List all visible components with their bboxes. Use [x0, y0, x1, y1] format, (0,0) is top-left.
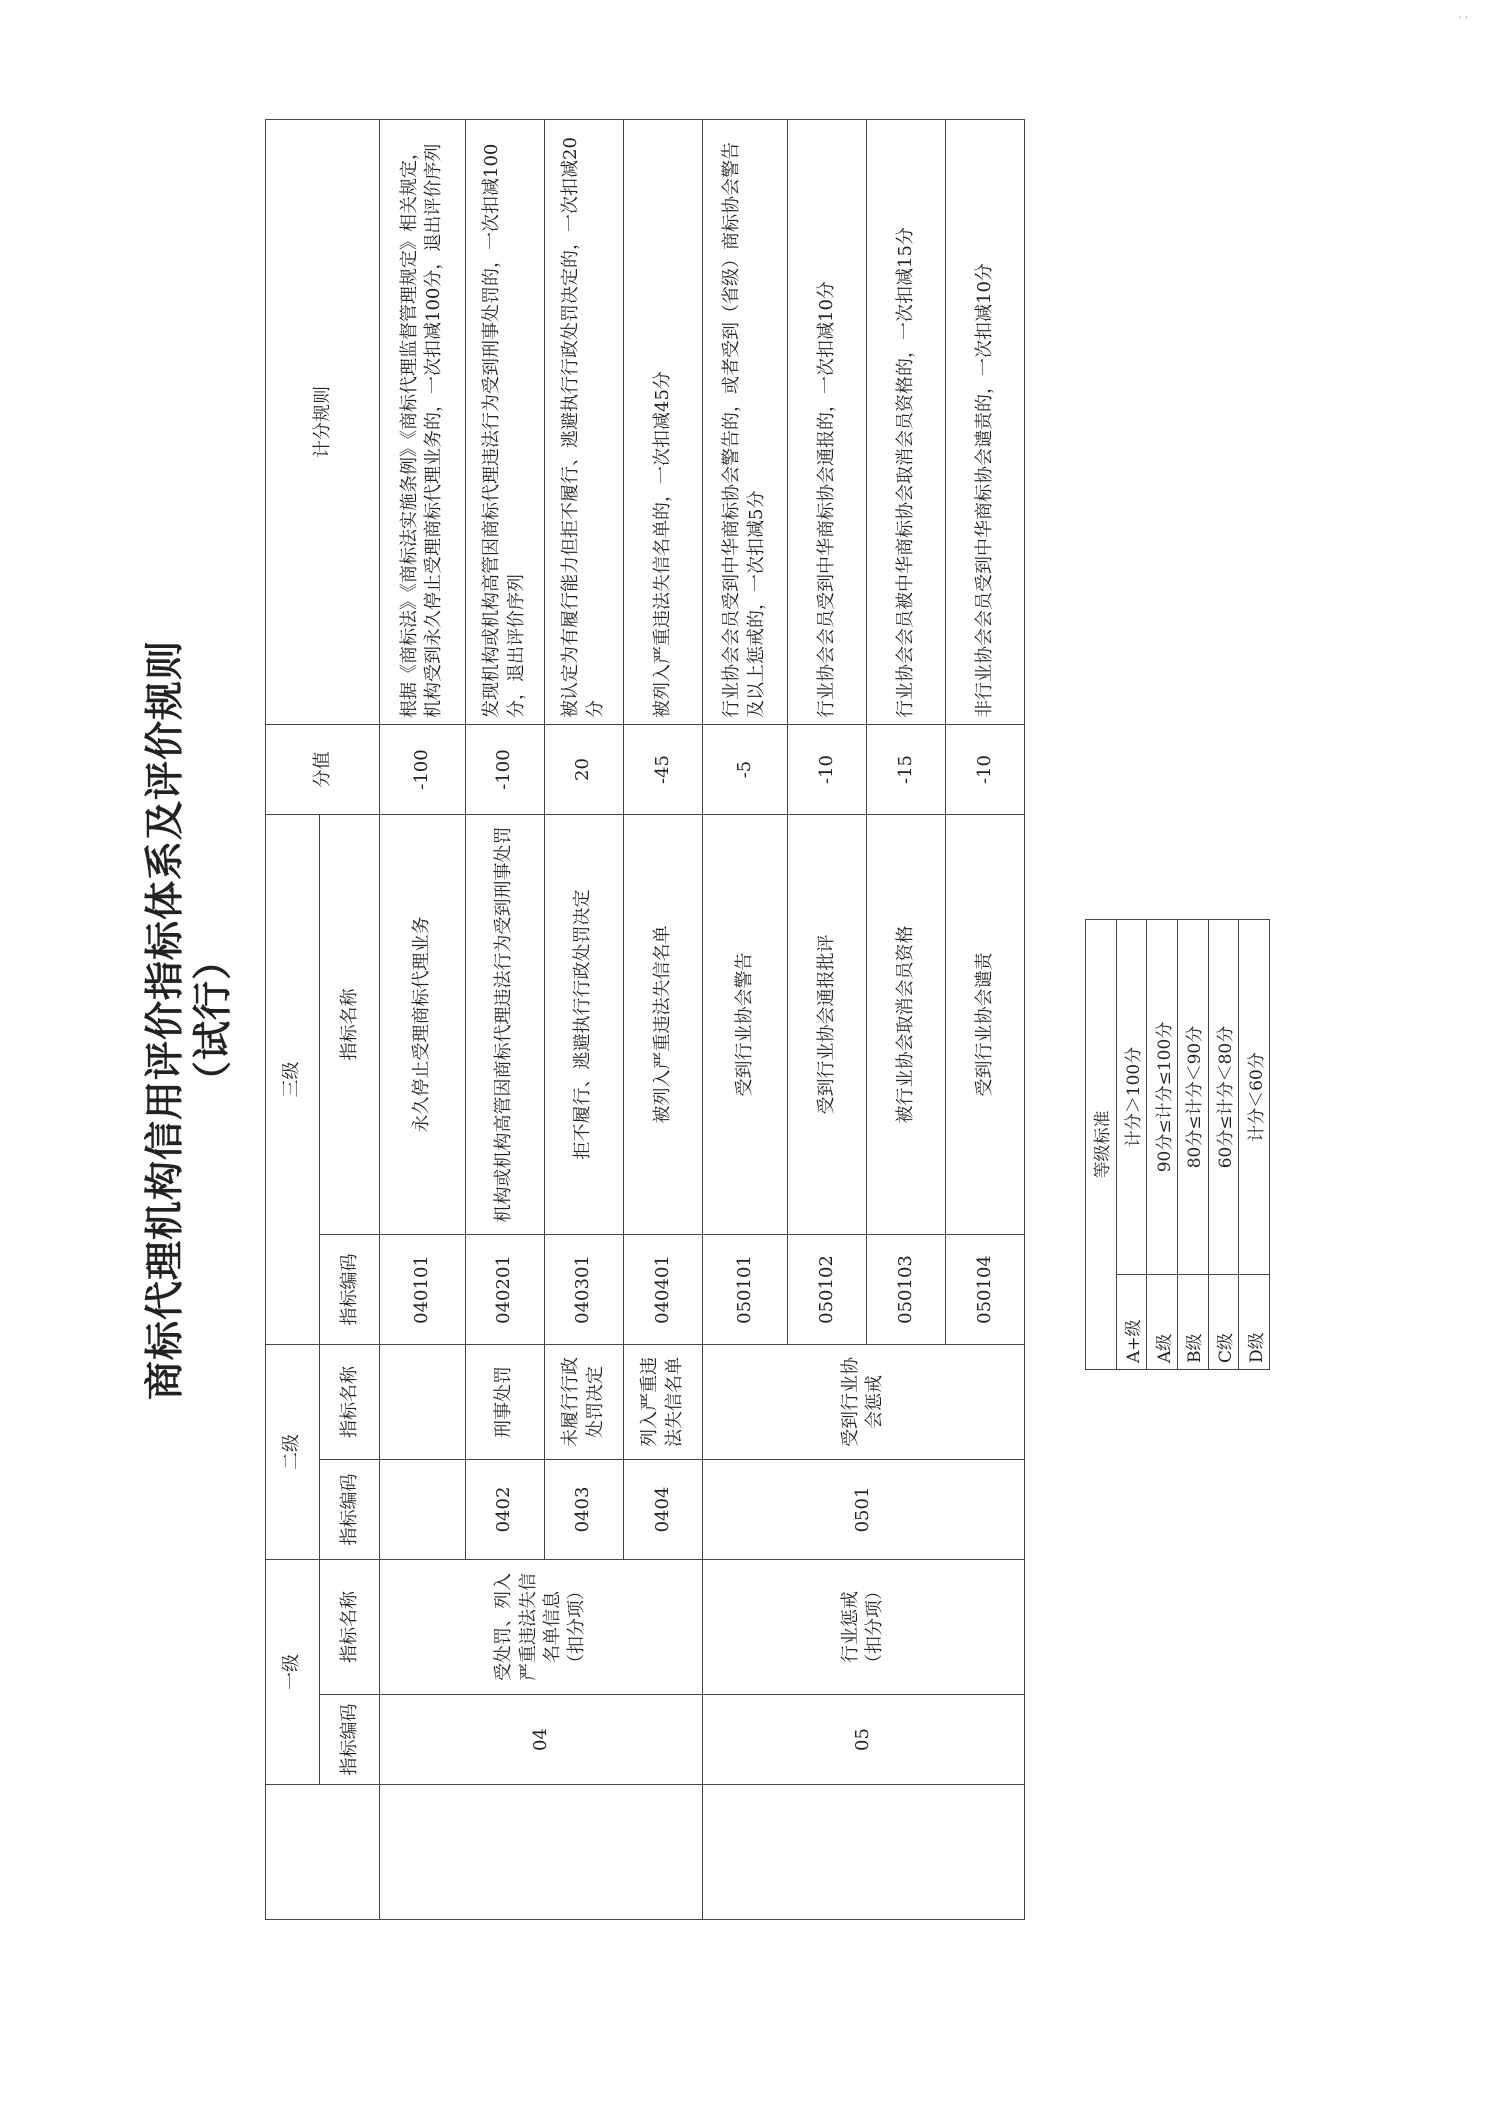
score-value: -10: [787, 725, 866, 815]
grade-standard-block: [1085, 920, 1270, 1370]
grade-level: A级: [1147, 1275, 1178, 1370]
score-value: -5: [702, 725, 787, 815]
level3-code: 050102: [787, 1235, 866, 1345]
grade-level: A+级: [1116, 1275, 1147, 1370]
grade-range: 60分≤计分＜80分: [1208, 920, 1239, 1275]
header-rule: 计分规则: [266, 120, 380, 725]
grade-row: [1177, 920, 1208, 1370]
grade-row: [1208, 920, 1239, 1370]
score-value: -100: [465, 725, 544, 815]
level2-name: [380, 1345, 465, 1460]
level3-name: 机构或机构高管因商标代理违法行为受到刑事处罚: [465, 815, 544, 1235]
level3-name: 受到行业协会警告: [702, 815, 787, 1235]
level3-code: 050103: [866, 1235, 945, 1345]
grade-range: 80分≤计分＜90分: [1177, 920, 1208, 1275]
score-value: -10: [945, 725, 1024, 815]
level3-code: 050101: [702, 1235, 787, 1345]
rule-text: 被列入严重违法失信名单的，一次扣减45分: [623, 120, 702, 725]
document-title: 商标代理机构信用评价指标体系及评价规则: [142, 640, 188, 1401]
blank-header-cell: [266, 1785, 380, 1920]
table-row: [702, 120, 787, 1920]
level3-name: 被行业协会取消会员资格: [866, 815, 945, 1235]
document-title-block: [135, 120, 255, 1920]
level2-name: 受到行业协会惩戒: [702, 1345, 1024, 1460]
level2-name: 列入严重违法失信名单: [623, 1345, 702, 1460]
header-level1: 一级: [266, 1560, 320, 1785]
level3-name: 拒不履行、逃避执行行政处罚决定: [544, 815, 623, 1235]
grade-level: C级: [1208, 1275, 1239, 1370]
score-value: -45: [623, 725, 702, 815]
header-level2: 二级: [266, 1345, 320, 1560]
grade-row: [1239, 920, 1270, 1370]
score-value: 20: [544, 725, 623, 815]
grade-level: B级: [1177, 1275, 1208, 1370]
level2-name: 未履行行政处罚决定: [544, 1345, 623, 1460]
level2-code: 0402: [465, 1460, 544, 1560]
grade-row: [1116, 920, 1147, 1370]
level3-name: 受到行业协会通报批评: [787, 815, 866, 1235]
header-level3-name: 指标名称: [320, 815, 380, 1235]
grade-level: D级: [1239, 1275, 1270, 1370]
group-name: 行业惩戒 （扣分项）: [702, 1560, 1024, 1695]
header-level1-name: 指标名称: [320, 1560, 380, 1695]
level3-name: 永久停止受理商标代理业务: [380, 815, 465, 1235]
rule-text: 发现机构或机构高管因商标代理违法行为受到刑事处罚的，一次扣减100分，退出评价序列: [465, 120, 544, 725]
score-value: -15: [866, 725, 945, 815]
level3-code: 040401: [623, 1235, 702, 1345]
grade-header: 等级标准: [1086, 920, 1117, 1370]
blank-left-cell: [380, 1785, 702, 1920]
header-level2-name: 指标名称: [320, 1345, 380, 1460]
level2-code: 0403: [544, 1460, 623, 1560]
grade-range: 90分≤计分≤100分: [1147, 920, 1178, 1275]
level2-name: 刑事处罚: [465, 1345, 544, 1460]
rotated-document: [135, 120, 1025, 1920]
indicator-table: [265, 119, 1025, 1920]
group-name: 受处罚、列入严重违法失信名单信息 （扣分项）: [380, 1560, 702, 1695]
header-level1-code: 指标编码: [320, 1695, 380, 1785]
table-row: [380, 120, 465, 1920]
level3-name: 被列入严重违法失信名单: [623, 815, 702, 1235]
header-row-levels: [266, 120, 320, 1920]
blank-left-cell: [702, 1785, 1024, 1920]
document-subtitle: （试行）: [190, 940, 236, 1101]
score-value: -100: [380, 725, 465, 815]
level3-code: 040301: [544, 1235, 623, 1345]
grade-range: 计分＜60分: [1239, 920, 1270, 1275]
grade-range: 计分＞100分: [1116, 920, 1147, 1275]
rule-text: 行业协会会员受到中华商标协会警告的，或者受到（省级）商标协会警告及以上惩戒的，一次扣减5分: [702, 120, 787, 725]
level2-code: 0501: [702, 1460, 1024, 1560]
group-code: 04: [380, 1695, 702, 1785]
header-level2-code: 指标编码: [320, 1460, 380, 1560]
level2-code: [380, 1460, 465, 1560]
grade-row: [1147, 920, 1178, 1370]
level3-code: 040201: [465, 1235, 544, 1345]
rule-text: 行业协会会员被中华商标协会取消会员资格的，一次扣减15分: [866, 120, 945, 725]
level3-name: 受到行业协会谴责: [945, 815, 1024, 1235]
rule-text: 被认定为有履行能力但拒不履行、逃避执行行政处罚决定的，一次扣减20分: [544, 120, 623, 725]
rule-text: 根据《商标法》《商标法实施条例》《商标代理监督管理规定》相关规定，机构受到永久停止受理商标代理业务的，一次扣减100分，退出评价序列: [380, 120, 465, 725]
level3-code: 040101: [380, 1235, 465, 1345]
rule-text: 行业协会会员受到中华商标协会通报的，一次扣减10分: [787, 120, 866, 725]
grade-standard-table: [1085, 919, 1270, 1370]
header-level3-code: 指标编码: [320, 1235, 380, 1345]
rule-text: 非行业协会会员受到中华商标协会谴责的，一次扣减10分: [945, 120, 1024, 725]
scan-corner-mark: ' ': [1458, 14, 1468, 27]
header-level3: 三级: [266, 815, 320, 1345]
header-score: 分值: [266, 725, 380, 815]
group-code: 05: [702, 1695, 1024, 1785]
grade-header-row: [1086, 920, 1117, 1370]
level2-code: 0404: [623, 1460, 702, 1560]
level3-code: 050104: [945, 1235, 1024, 1345]
